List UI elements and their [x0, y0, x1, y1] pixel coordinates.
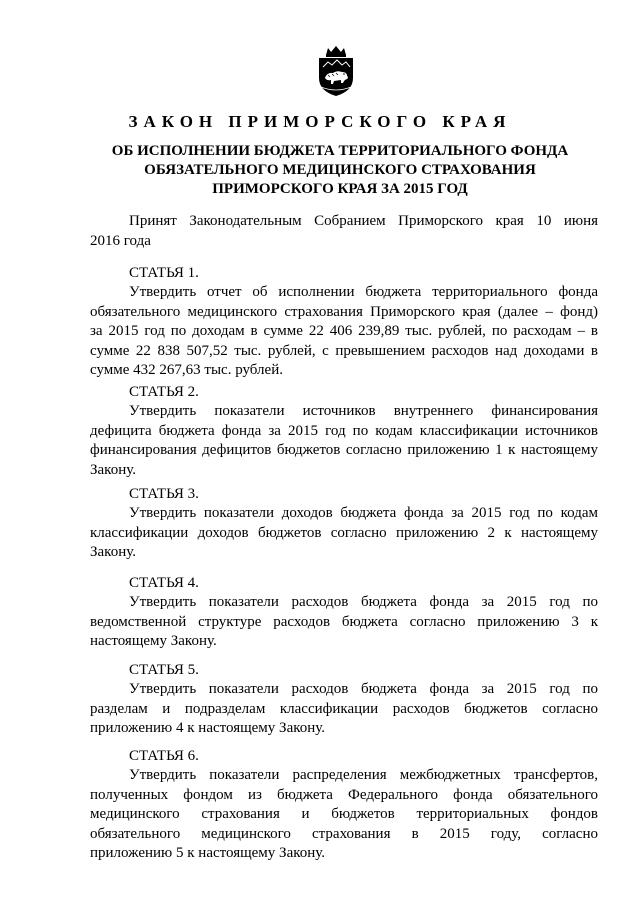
article-body — [90, 402, 598, 480]
coat-of-arms-icon — [316, 45, 356, 97]
paragraph-line: обязательного медицинского страхования Приморского края (далее – фонд) — [90, 303, 598, 320]
law-subtitle — [90, 142, 590, 199]
paragraph-line: настоящему Закону. — [90, 633, 217, 649]
subtitle-line: ОБ ИСПОЛНЕНИИ БЮДЖЕТА ТЕРРИТОРИАЛЬНОГО ФОНДА — [111, 143, 569, 159]
paragraph-line: Принят Законодательным Собранием Приморского края 10 июня — [129, 213, 598, 229]
paragraph-line: финансирования дефицитов бюджетов согласно приложению 1 к настоящему — [90, 442, 598, 458]
law-title: ЗАКОН ПРИМОРСКОГО КРАЯ — [128, 112, 512, 131]
article-heading: СТАТЬЯ 3. — [129, 486, 199, 502]
article-heading: СТАТЬЯ 1. — [129, 265, 199, 281]
paragraph-line: разделам и подразделам классификации расходов бюджетов согласно — [90, 700, 598, 717]
article-body — [90, 680, 598, 739]
adopted-paragraph — [90, 212, 598, 251]
article-body — [90, 766, 598, 864]
article-body — [90, 504, 598, 563]
paragraph-line: Утвердить показатели источников внутреннего финансирования — [129, 403, 598, 419]
paragraph-line: ведомственной структуре расходов бюджета согласно приложению 3 к — [90, 613, 598, 630]
paragraph-line: 2016 года — [90, 232, 151, 249]
paragraph-line: сумме 22 838 507,52 тыс. рублей, с превышением расходов над доходами в — [90, 342, 598, 359]
paragraph-line: обязательного медицинского страхования в 2015 году, согласно — [90, 825, 598, 842]
article-heading: СТАТЬЯ 6. — [129, 748, 199, 764]
article-heading: СТАТЬЯ 4. — [129, 575, 199, 591]
article-body — [90, 593, 598, 652]
article-heading: СТАТЬЯ 2. — [129, 384, 199, 400]
paragraph-line: Закону. — [90, 461, 136, 478]
paragraph-line: сумме 432 267,63 тыс. рублей. — [90, 362, 283, 378]
paragraph-line: медицинского страхования и бюджетов территориальных фондов — [90, 806, 598, 822]
paragraph-line: Утвердить показатели расходов бюджета фонда за 2015 год по — [129, 681, 598, 697]
paragraph-line: Утвердить показатели распределения межбюджетных трансфертов, — [129, 767, 598, 783]
paragraph-line: за 2015 год по доходам в сумме 22 406 239,89 тыс. рублей, по расходам – в — [90, 323, 598, 339]
article-body — [90, 283, 598, 381]
paragraph-line: полученных фондом из бюджета Федерального фонда обязательного — [90, 786, 598, 803]
paragraph-line: Закону. — [90, 544, 136, 560]
paragraph-line: Утвердить отчет об исполнении бюджета территориального фонда — [129, 284, 598, 300]
subtitle-line: ПРИМОРСКОГО КРАЯ ЗА 2015 ГОД — [212, 181, 468, 197]
paragraph-line: приложению 5 к настоящему Закону. — [90, 845, 326, 861]
subtitle-line: ОБЯЗАТЕЛЬНОГО МЕДИЦИНСКОГО СТРАХОВАНИЯ — [144, 162, 536, 178]
paragraph-line: дефицита бюджета фонда за 2015 год по кодам классификации источников — [90, 422, 598, 439]
paragraph-line: приложению 4 к настоящему Закону. — [90, 720, 326, 736]
paragraph-line: Утвердить показатели доходов бюджета фонда за 2015 год по кодам — [129, 505, 598, 521]
paragraph-line: классификации доходов бюджетов согласно приложению 2 к настоящему — [90, 524, 598, 541]
article-heading: СТАТЬЯ 5. — [129, 662, 199, 678]
paragraph-line: Утвердить показатели расходов бюджета фонда за 2015 год по — [129, 594, 598, 610]
